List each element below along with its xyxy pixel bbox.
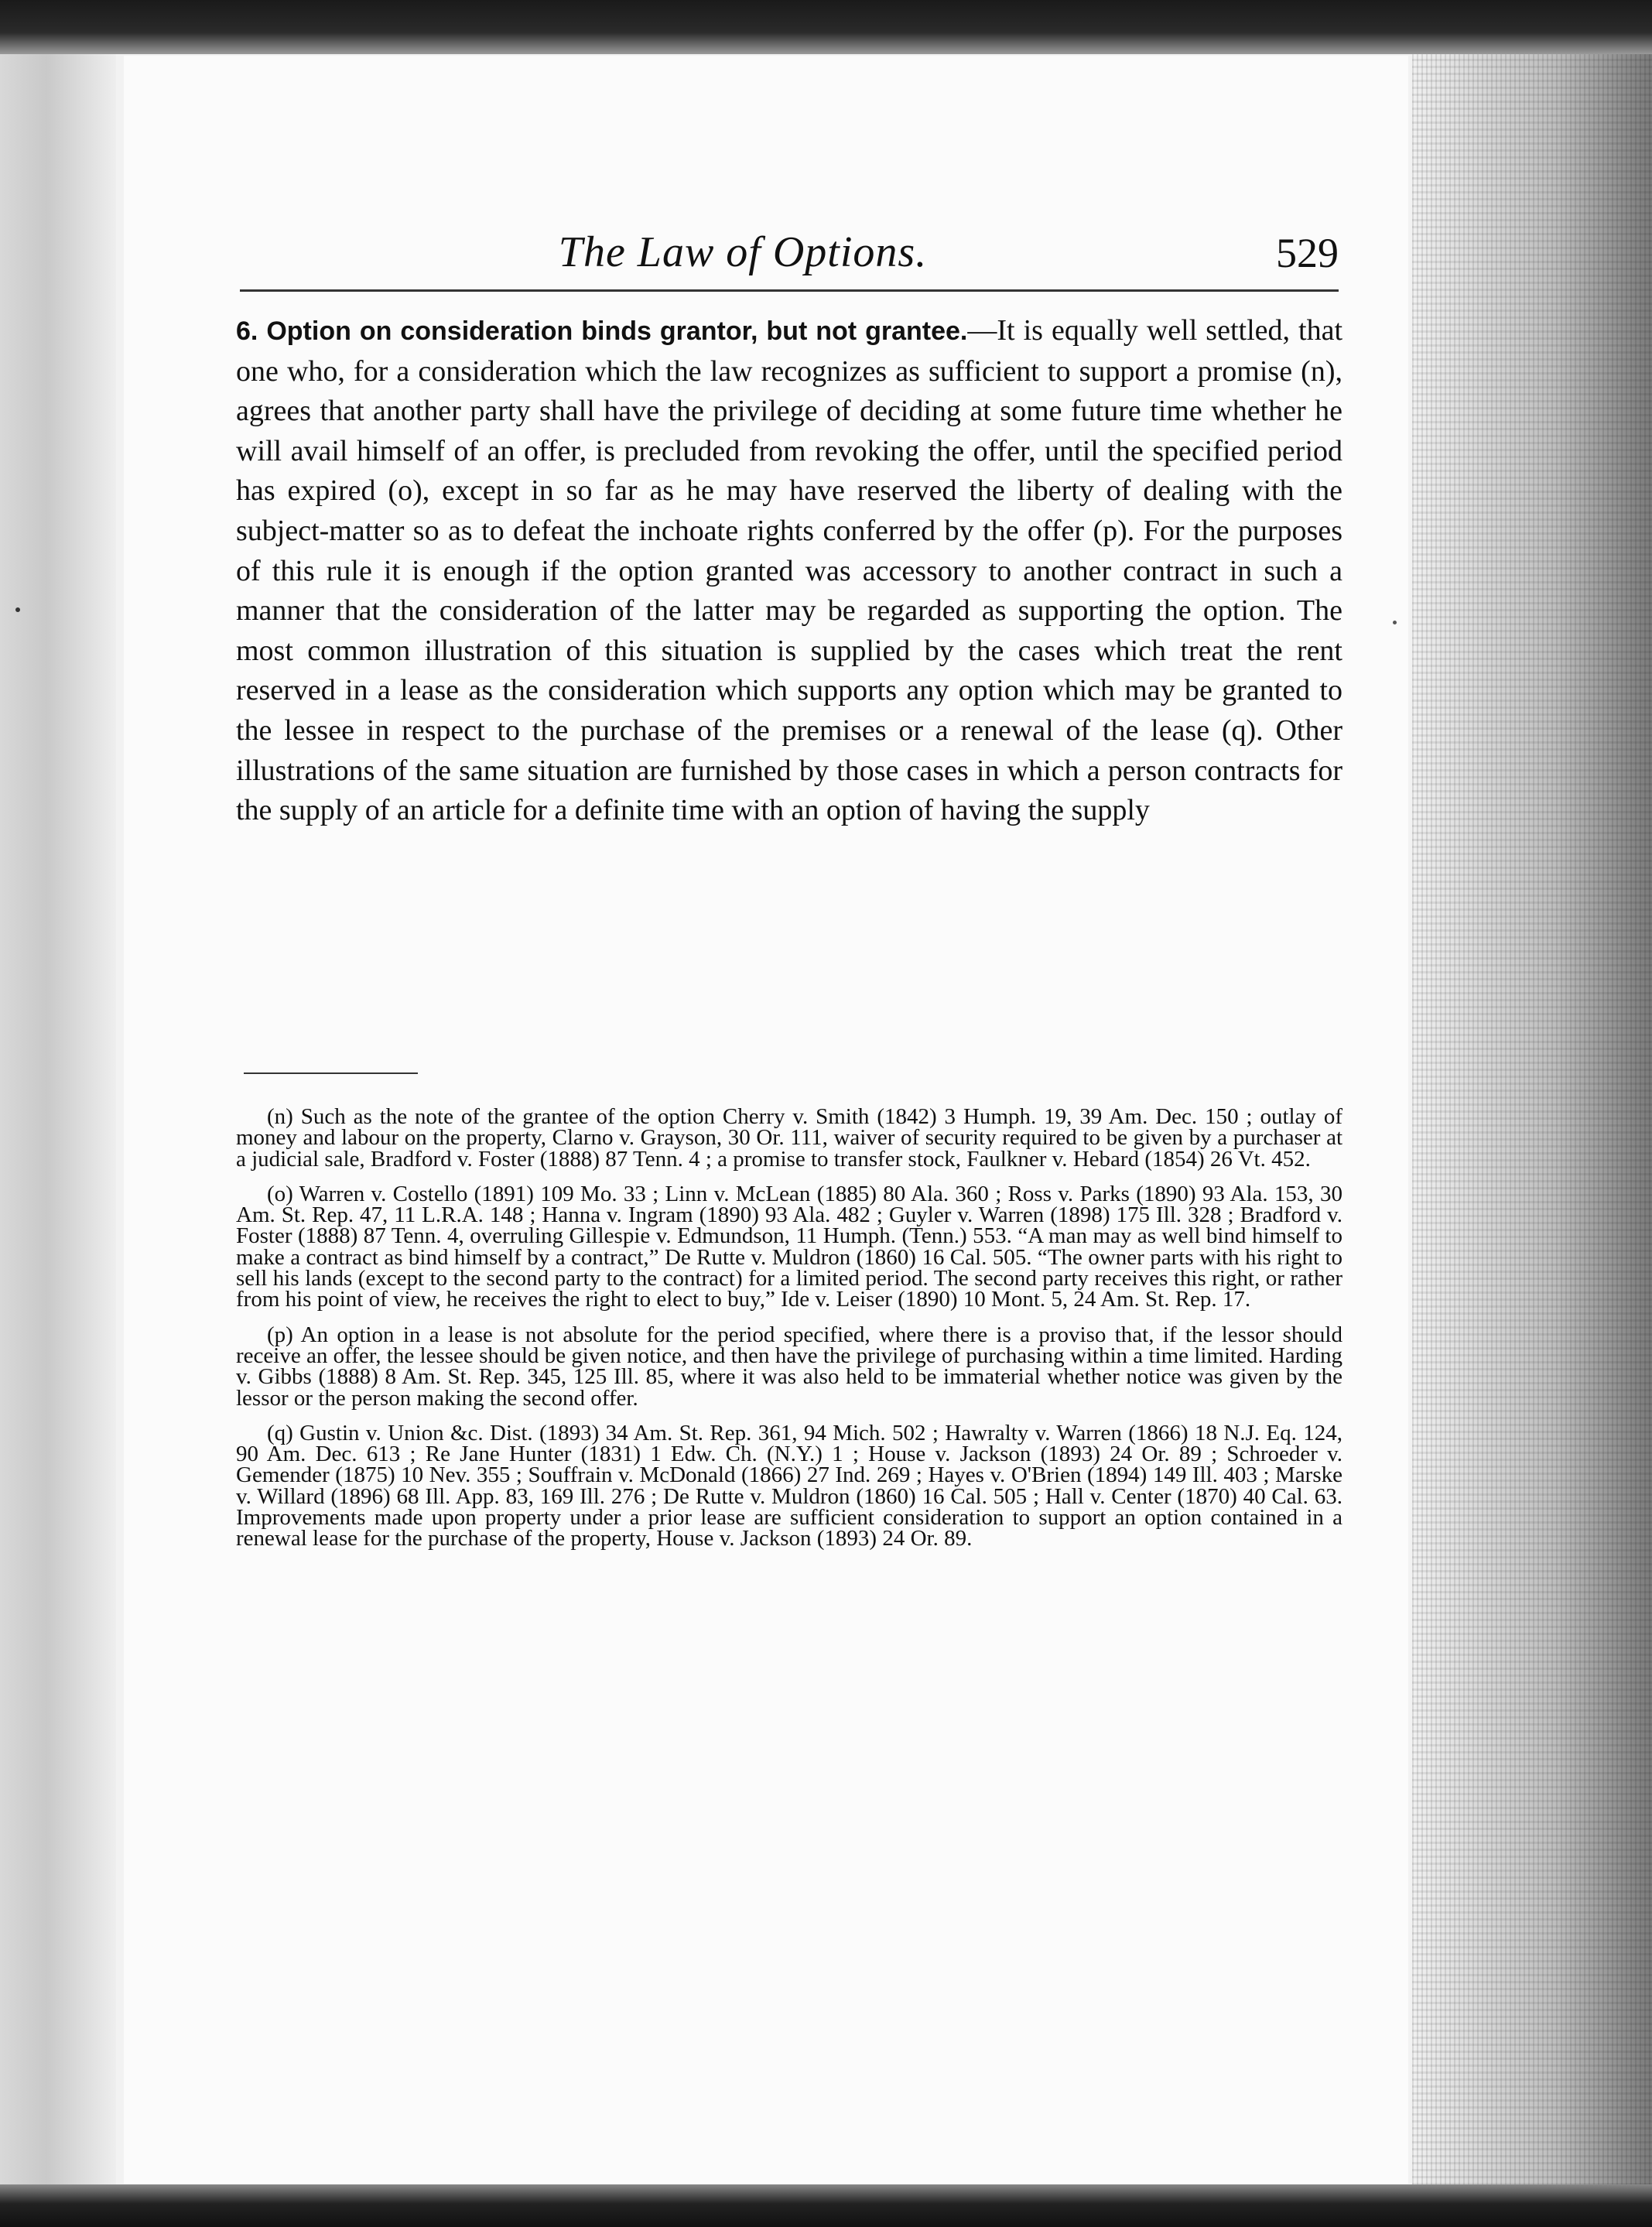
scan-bottom-edge bbox=[0, 2184, 1652, 2227]
header-rule bbox=[240, 289, 1339, 292]
running-title: The Law of Options. bbox=[558, 228, 928, 276]
running-head bbox=[232, 227, 1339, 282]
footnote-n: (n) Such as the note of the grantee of the option Cherry v. Smith (1842) 3 Humph. 19, 39 Am. Dec. 150 ; outlay of money and labour on the property, Clarno v. Grayson, 30 Or. 111, waiver of security required to be given by a purchaser at a judicial sale, Bradford v. Foster (1888) 87 Tenn. 4 ; a promise to transfer stock, Faulkner v. Hebard (1854) 26 Vt. 452. bbox=[236, 1104, 1342, 1172]
scan-speck bbox=[15, 607, 20, 612]
footnotes bbox=[236, 1104, 1342, 1564]
main-paragraph bbox=[236, 311, 1342, 831]
footnote-p: (p) An option in a lease is not absolute for the period specified, where there is a proviso that, if the lessor should receive an offer, the lessee should be given notice, and then have the privilege of purchasing within a time limited. Harding v. Gibbs (1888) 8 Am. St. Rep. 345, 125 Ill. 85, where it was also held to be immaterial whether notice was given by the lessor or the person making the second offer. bbox=[236, 1322, 1342, 1411]
scan-top-edge bbox=[0, 0, 1652, 54]
footnote-q: (q) Gustin v. Union &c. Dist. (1893) 34 Am. St. Rep. 361, 94 Mich. 502 ; Hawralty v. Warren (1866) 18 N.J. Eq. 124, 90 Am. Dec. 613 ; Re Jane Hunter (1831) 1 Edw. Ch. (N.Y.) 1 ; House v. Jackson (1893) 24 Or. 89 ; Schroeder v. Gemender (1875) 10 Nev. 355 ; Souffrain v. McDonald (1866) 27 Ind. 269 ; Hayes v. O'Brien (1894) 149 Ill. 403 ; Marske v. Willard (1896) 68 Ill. App. 83, 169 Ill. 276 ; De Rutte v. Muldron (1860) 16 Cal. 505 ; Hall v. Center (1870) 40 Cal. 63. Improvements made upon property under a prior lease are sufficient consideration to support an option contained in a renewal lease for the purchase of the property, House v. Jackson (1893) 24 Or. 89. bbox=[236, 1420, 1342, 1551]
footnote-o: (o) Warren v. Costello (1891) 109 Mo. 33 ; Linn v. McLean (1885) 80 Ala. 360 ; Ross v. Parks (1890) 93 Ala. 153, 30 Am. St. Rep. 47, 11 L.R.A. 148 ; Hanna v. Ingram (1890) 93 Ala. 482 ; Guyler v. Warren (1898) 175 Ill. 328 ; Bradford v. Foster (1888) 87 Tenn. 4, overruling Gillespie v. Edmundson, 11 Humph. (Tenn.) 553. “A man may as well bind himself to make a contract as bind himself by a contract,” De Rutte v. Muldron (1860) 16 Cal. 505. “The owner parts with his right to sell his lands (except to the second party to the contract) for a limited period. The second party receives this right, or rather from his point of view, he receives the right to elect to buy,” Ide v. Leiser (1890) 10 Mont. 5, 24 Am. St. Rep. 17. bbox=[236, 1181, 1342, 1312]
scan-left-edge bbox=[0, 0, 116, 2227]
section-text: —It is equally well settled, that one who, for a consideration which the law recognizes as sufficient to support a promise (n), agrees that another party shall have the privilege of deciding at some future time whether he will avail himself of an offer, is precluded from revoking the offer, until the specified period has expired (o), except in so far as he may have reserved the liberty of dealing with the subject-matter so as to defeat the inchoate rights conferred by the offer (p). For the purposes of this rule it is enough if the option granted was accessory to another contract in such a manner that the consideration of the latter may be regarded as supporting the option. The most common illustration of this situation is supplied by the cases which treat the rent reserved in a lease as the consideration which supports any option which may be granted to the lessee in respect to the purchase of the premises or a renewal of the lease (q). Other illustrations of the same situation are furnished by those cases in which a person contracts for the supply of an article for a definite time with an option of having the supply bbox=[236, 314, 1343, 827]
scan-speck bbox=[1393, 621, 1397, 624]
section-heading: 6. Option on consideration binds grantor, but not grantee. bbox=[236, 316, 968, 346]
scan-right-edge bbox=[1412, 0, 1652, 2227]
footnote-rule bbox=[244, 1072, 418, 1074]
page-number: 529 bbox=[1276, 230, 1339, 276]
book-page bbox=[124, 56, 1408, 2184]
